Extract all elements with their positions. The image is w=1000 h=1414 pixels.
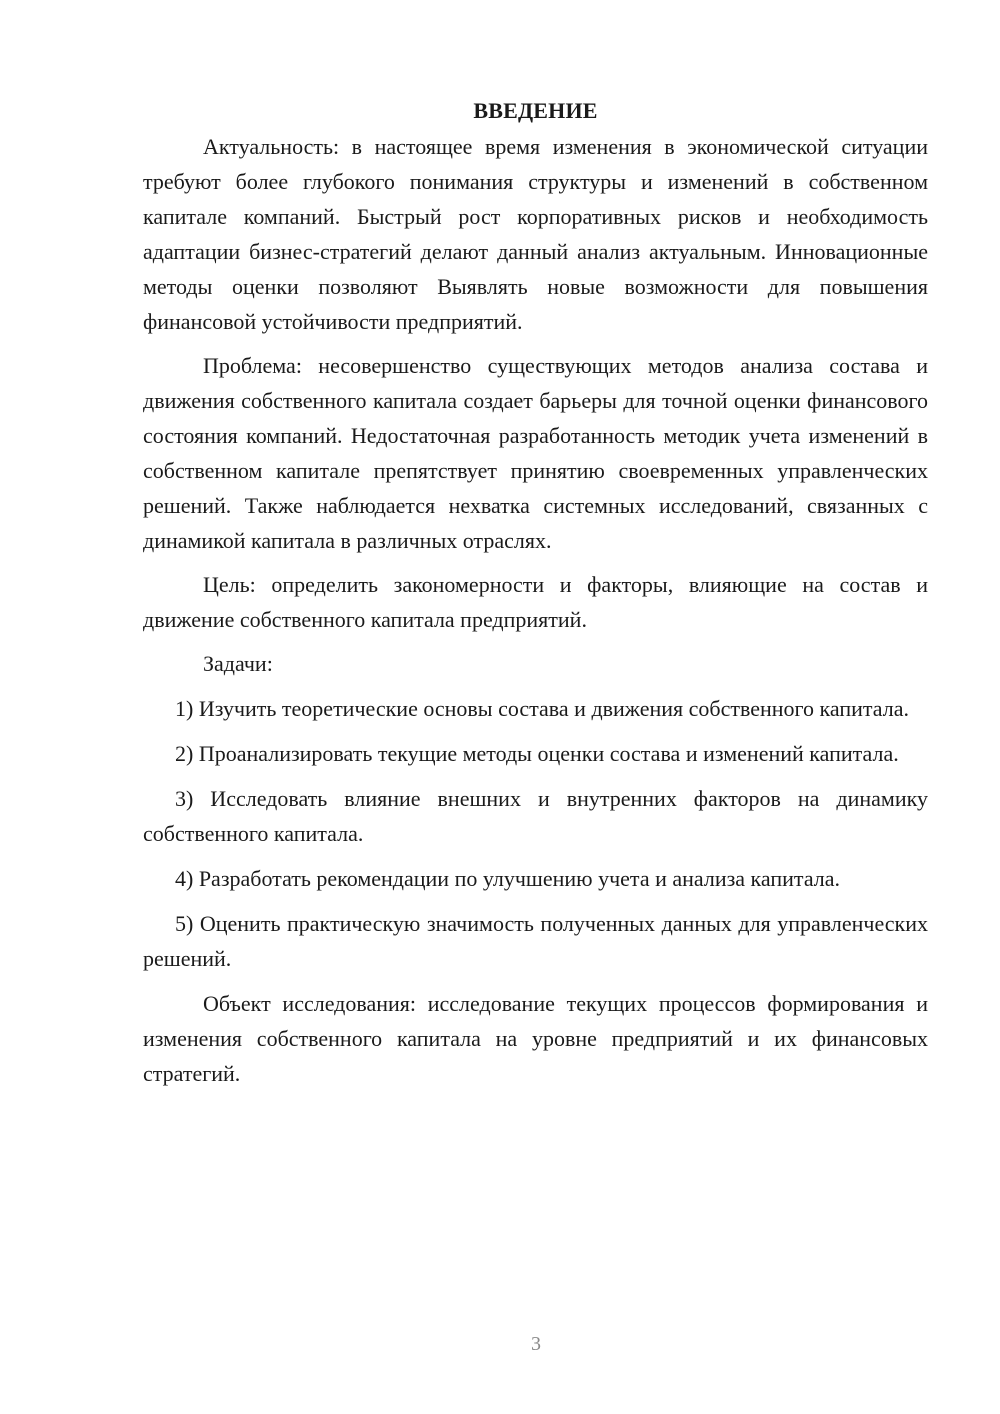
relevance-paragraph: Актуальность: в настоящее время изменения в экономической ситуации требуют более глубокого понимания структуры и изменений в собственном капитале компаний. Быстрый рост корпоративных рисков и необходимость адаптации бизнес-стратегий делают данный анализ актуальным. Инновационные методы оценки позволяют Выявлять новые возможности для повышения финансовой устойчивости предприятий. xyxy=(143,134,928,334)
problem-paragraph: Проблема: несовершенство существующих методов анализа состава и движения собственного капитала создает барьеры для точной оценки финансового состояния компаний. Недостаточная разработанность методик учета изменений в собственном капитале препятствует принятию своевременных управленческих решений. Также наблюдается нехватка системных исследований, связанных с динамикой капитала в различных отраслях. xyxy=(143,353,928,553)
task-item: 1) Изучить теоретические основы состава и движения собственного капитала. xyxy=(175,696,909,721)
task-item: 4) Разработать рекомендации по улучшению учета и анализа капитала. xyxy=(175,866,841,891)
tasks-list xyxy=(143,691,928,976)
page-number: 3 xyxy=(531,1333,541,1355)
task-item: 5) Оценить практическую значимость полученных данных для управленческих решений. xyxy=(143,911,928,971)
tasks-heading: Задачи: xyxy=(203,651,273,676)
document-page xyxy=(143,95,928,1100)
object-paragraph: Объект исследования: исследование текущих процессов формирования и изменения собственного капитала на уровне предприятий и их финансовых стратегий. xyxy=(143,991,928,1086)
goal-paragraph: Цель: определить закономерности и факторы, влияющие на состав и движение собственного капитала предприятий. xyxy=(143,572,928,632)
task-item: 2) Проанализировать текущие методы оценки состава и изменений капитала. xyxy=(175,741,899,766)
task-item: 3) Исследовать влияние внешних и внутренних факторов на динамику собственного капитала. xyxy=(143,786,928,846)
section-title: ВВЕДЕНИЕ xyxy=(473,98,598,123)
